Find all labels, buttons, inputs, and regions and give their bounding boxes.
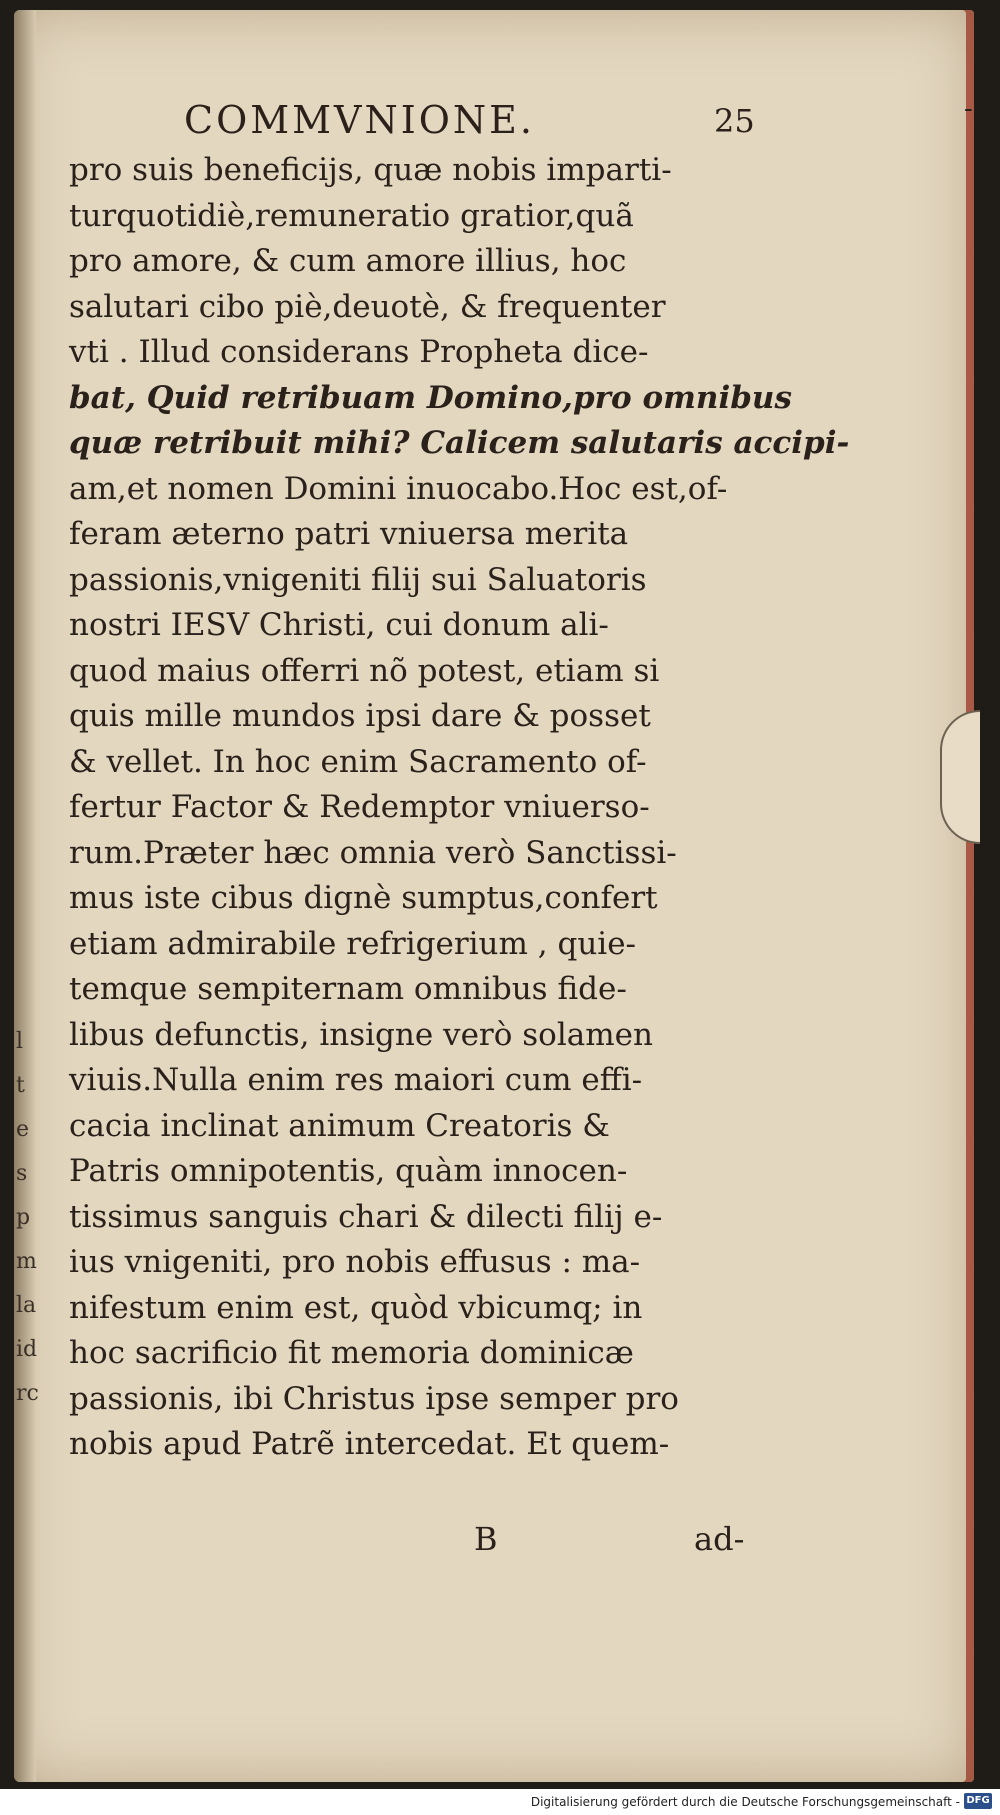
text-line: fertur Factor & Redemptor vniuerso-	[69, 789, 650, 825]
text-line: nobis apud Patrẽ intercedat. Et quem-	[69, 1426, 670, 1462]
text-line: Patris omnipotentis, quàm innocen-	[69, 1153, 628, 1189]
margin-mark: t	[16, 1073, 25, 1098]
page-tab-notch	[940, 710, 980, 844]
text-line: feram æterno patri vniuersa merita	[69, 516, 629, 552]
margin-mark: s	[16, 1161, 28, 1186]
text-line: salutari cibo piè,deuotè, & frequenter	[69, 288, 666, 325]
digitization-footer	[0, 1789, 1000, 1815]
margin-mark: la	[16, 1293, 37, 1318]
text-line: tissimus sanguis chari & dilecti filij e-	[69, 1198, 663, 1235]
text-line: viuis.Nulla enim res maiori cum effi-	[69, 1062, 643, 1098]
text-line: quis mille mundos ipsi dare & posset	[69, 698, 651, 734]
dfg-logo: DFG	[964, 1793, 992, 1809]
text-line: ius vnigeniti, pro nobis effusus : ma-	[69, 1244, 641, 1280]
signature-mark: B	[474, 1520, 498, 1558]
text-line: pro amore, & cum amore illius, hoc	[69, 243, 627, 279]
text-line: rum.Præter hæc omnia verò Sanctissi-	[69, 834, 677, 871]
book-page	[14, 10, 974, 1782]
text-line: temque sempiternam omnibus fide-	[69, 971, 627, 1007]
text-line: passionis, ibi Christus ipse semper pro	[69, 1380, 679, 1417]
text-line: mus iste cibus dignè sumptus,confert	[69, 880, 658, 916]
text-line: turquotidiè,remuneratio gratior,quã	[69, 197, 634, 234]
funding-credit: Digitalisierung gefördert durch die Deutsche Forschungsgemeinschaft -	[530, 1795, 960, 1809]
text-line: bat, Quid retribuam Domino,pro omnibus	[69, 379, 792, 416]
margin-mark: rc	[16, 1381, 39, 1406]
text-line: am,et nomen Domini inuocabo.Hoc est,of-	[69, 470, 728, 507]
text-line: quod maius offerri nõ potest, etiam si	[69, 652, 660, 689]
text-line: nifestum enim est, quòd vbicumq; in	[69, 1289, 643, 1326]
margin-mark: m	[16, 1249, 37, 1274]
text-line: quæ retribuit mihi? Calicem salutaris accipi-	[69, 425, 850, 461]
header-mark: -	[964, 94, 973, 124]
text-line: hoc sacrificio fit memoria dominicæ	[69, 1335, 634, 1371]
page-header	[184, 94, 973, 148]
margin-mark: p	[16, 1205, 31, 1230]
page-number: 25	[714, 102, 755, 140]
text-line: etiam admirabile refrigerium , quie-	[69, 925, 637, 962]
catchword-row	[474, 1520, 774, 1570]
text-line: & vellet. In hoc enim Sacramento of-	[69, 743, 647, 780]
body-text	[69, 148, 850, 1468]
text-line: passionis,vnigeniti filij sui Saluatoris	[69, 561, 647, 598]
facing-page-marks	[16, 1020, 39, 1416]
margin-mark: l	[16, 1029, 24, 1054]
text-line: pro suis beneficijs, quæ nobis imparti-	[69, 152, 672, 188]
text-line: libus defunctis, insigne verò solamen	[69, 1016, 653, 1053]
margin-mark: e	[16, 1117, 30, 1142]
running-title: COMMVNIONE.	[184, 98, 535, 142]
text-line: cacia inclinat animum Creatoris &	[69, 1107, 610, 1144]
facing-page-edge	[14, 10, 39, 1782]
margin-mark: id	[16, 1337, 38, 1362]
text-line: nostri IESV Christi, cui donum ali-	[69, 607, 609, 643]
catchword: ad-	[694, 1520, 745, 1558]
text-line: vti . Illud considerans Propheta dice-	[69, 334, 649, 370]
